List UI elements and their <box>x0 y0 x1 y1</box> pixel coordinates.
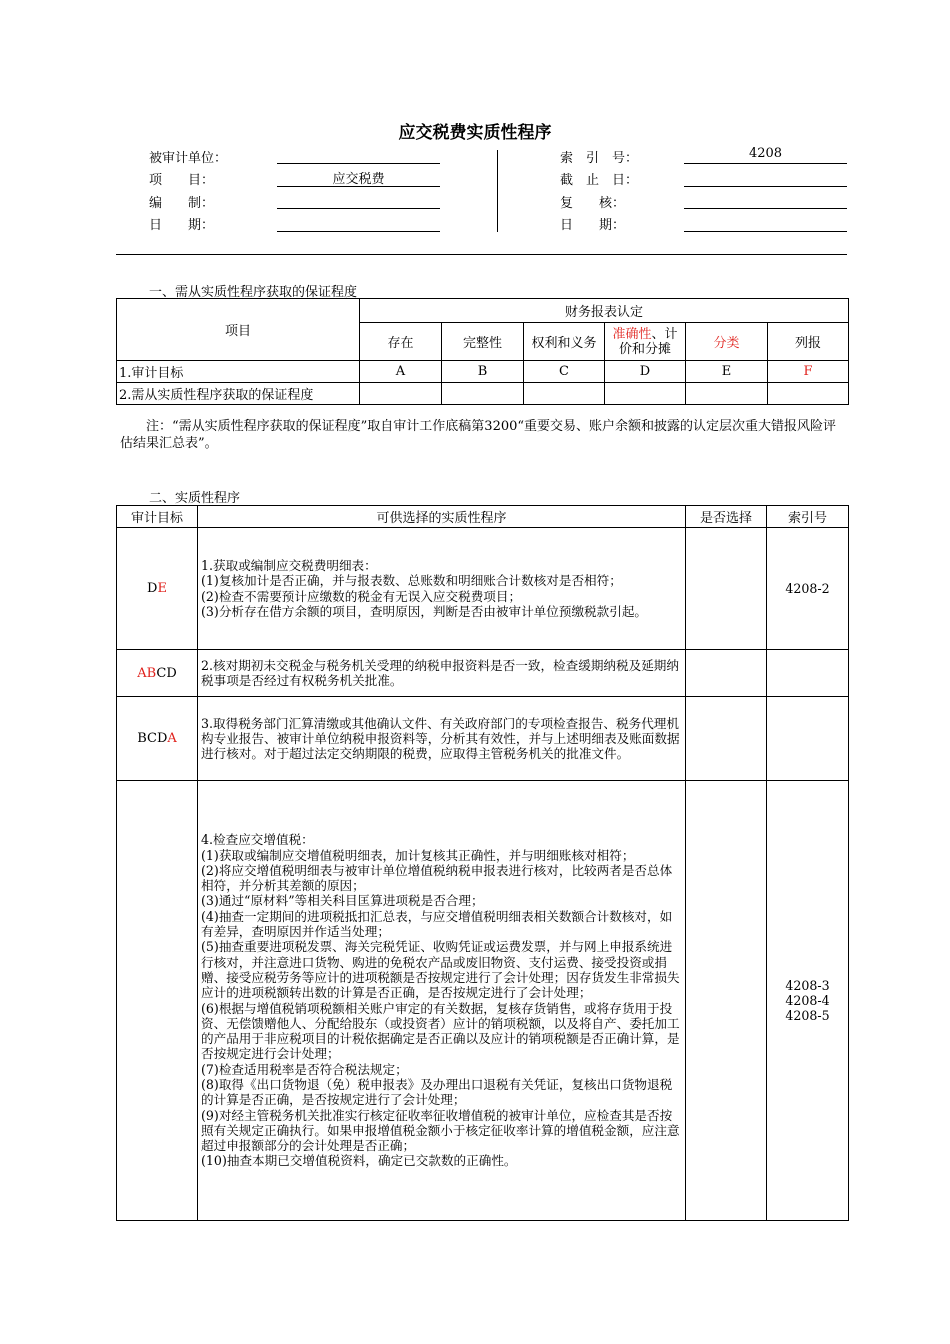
assertion-existence: 存在 <box>360 323 442 361</box>
header-rule <box>116 254 847 255</box>
header-label-index: 索 引 号： <box>560 151 639 166</box>
procedure-line: (7)检查适用税率是否符合税法规定； <box>201 1061 408 1077</box>
procedure-line: 4.检查应交增值税： <box>201 832 314 848</box>
audit-target-cell <box>117 650 198 697</box>
procedure-line: (1)复核加计是否正确，并与报表数、总账数和明细账合计数核对是否相符； <box>201 573 622 589</box>
index-ref: 4208-5 <box>785 1008 830 1023</box>
procedure-cell <box>198 697 686 781</box>
assertion-table-item-header: 项目 <box>117 299 360 361</box>
assurance-cell[interactable] <box>768 383 849 405</box>
row-label: 2.需从实质性程序获取的保证程度 <box>117 383 360 405</box>
target-cell: A <box>360 361 442 383</box>
index-cell <box>767 697 849 781</box>
assurance-cell[interactable] <box>360 383 442 405</box>
table-row <box>117 383 849 405</box>
header-label-date-right: 日 期： <box>560 218 626 233</box>
target-part: A <box>167 731 177 746</box>
procedure-line: (2)将应交增值税明细表与被审计单位增值税纳税申报表进行核对，比较两者是否总体相符，并分析其差额的原因； <box>201 862 673 894</box>
index-cell <box>767 528 849 650</box>
index-ref: 4208-3 <box>785 978 830 993</box>
procedure-line: (3)通过“原材料”等相关科目匡算进项税是否合理； <box>201 893 484 909</box>
target-cell: D <box>605 361 686 383</box>
procedure-line: (5)抽查重要进项税发票、海关完税凭证、收购凭证或运费发票，并与网上申报系统进行核对，并注意进口货物、购进的免税农产品或废旧物资、支付运费、接受投资或捐赠、接受应税劳务等应计的进项税额是否按规定进行了会计处理；因存货发生非常损失应计的进项税额转出数的计算是否正确，是否按规定进行了会计处理； <box>201 939 680 1001</box>
header-label-item: 项 目： <box>149 173 215 188</box>
assurance-cell[interactable] <box>524 383 605 405</box>
procedure-line: (4)抽查一定期间的进项税抵扣汇总表，与应交增值税明细表相关数额合计数核对，如有差异，查明原因并作适当处理； <box>201 908 673 940</box>
procedure-line: 1.获取或编制应交税费明细表： <box>201 557 377 573</box>
selected-cell[interactable] <box>686 528 767 650</box>
index-cell <box>767 781 849 1221</box>
table-row <box>117 697 849 781</box>
procedure-line: (2)检查不需要预计应缴数的税金有无误入应交税费项目； <box>201 588 522 604</box>
procedure-table <box>116 505 849 1221</box>
row-label: 1.审计目标 <box>117 361 360 383</box>
assurance-cell[interactable] <box>442 383 524 405</box>
col-header-target: 审计目标 <box>117 506 198 528</box>
selected-cell[interactable] <box>686 781 767 1221</box>
page-title: 应交税费实质性程序 <box>398 123 552 143</box>
header-label-cutoff: 截 止 日： <box>560 173 639 188</box>
header-label-date-left: 日 期： <box>149 218 215 233</box>
assertion-group-header: 财务报表认定 <box>360 299 849 323</box>
header-value-item: 应交税费 <box>332 172 385 187</box>
assurance-cell[interactable] <box>686 383 768 405</box>
header-label-reviewer: 复 核： <box>560 196 626 211</box>
audit-target-cell <box>117 697 198 781</box>
index-ref: 4208-4 <box>785 993 830 1008</box>
section1-note: 注：“需从实质性程序获取的保证程度”取自审计工作底稿第3200“重要交易、账户余额和披露的认定层次重大错报风险评估结果汇总表”。 <box>120 419 837 451</box>
procedure-line: 2.核对期初未交税金与税务机关受理的纳税申报资料是否一致，检查缓期纳税及延期纳税事项是否经过有权税务机关批准。 <box>201 657 679 688</box>
assertion-valuation: 、计价和分摊 <box>618 326 678 357</box>
procedure-line: (9)对经主管税务机关批准实行核定征收率征收增值税的被审计单位，应检查其是否按照有关规定正确执行。如果申报增值税金额小于核定征收率计算的增值税金额，应注意超过申报额部分的会计处理是否正确； <box>201 1107 680 1154</box>
assertion-accuracy <box>605 323 686 361</box>
table-row <box>117 361 849 383</box>
assertion-classification: 分类 <box>686 323 768 361</box>
table-row <box>117 650 849 697</box>
target-part: BCD <box>137 731 168 746</box>
procedure-line: (3)分析存在借方余额的项目，查明原因，判断是否由被审计单位预缴税款引起。 <box>201 603 648 619</box>
header-divider <box>497 150 498 232</box>
procedure-cell <box>198 781 686 1221</box>
target-cell: B <box>442 361 524 383</box>
procedure-line: (8)取得《出口货物退（免）税申报表》及办理出口退税有关凭证，复核出口货物退税的计算是否正确，是否按规定进行了会计处理； <box>201 1076 673 1108</box>
col-header-index: 索引号 <box>767 506 849 528</box>
index-ref: 4208-2 <box>785 581 830 596</box>
selected-cell[interactable] <box>686 697 767 781</box>
header-label-entity: 被审计单位： <box>149 151 228 166</box>
header-label-preparer: 编 制： <box>149 196 215 211</box>
assertion-presentation: 列报 <box>768 323 849 361</box>
procedure-line: (6)根据与增值税销项税额相关账户审定的有关数据，复核存货销售，或将存货用于投资、无偿馈赠他人、分配给股东（或投资者）应计的销项税额，以及将自产、委托加工的产品用于非应税项目的计税依据确定是否正确以及应计的销项税额是否正确计算，是否按规定进行会计处理； <box>201 1000 680 1062</box>
procedure-cell <box>198 650 686 697</box>
header-value-index: 4208 <box>748 146 783 161</box>
table-row <box>117 781 849 1221</box>
assertion-rights: 权利和义务 <box>524 323 605 361</box>
target-part: D <box>147 581 158 596</box>
section1-heading: 一、需从实质性程序获取的保证程度 <box>149 285 358 300</box>
index-cell <box>767 650 849 697</box>
target-cell: F <box>768 361 849 383</box>
assurance-cell[interactable] <box>605 383 686 405</box>
audit-target-cell <box>117 528 198 650</box>
col-header-selected: 是否选择 <box>686 506 767 528</box>
assertion-table <box>116 298 849 405</box>
audit-target-cell <box>117 781 198 1221</box>
target-part: CD <box>156 665 177 681</box>
table-row <box>117 528 849 650</box>
col-header-procedure: 可供选择的实质性程序 <box>198 506 686 528</box>
assertion-accuracy-red: 准确性 <box>612 326 652 342</box>
selected-cell[interactable] <box>686 650 767 697</box>
procedure-line: (1)获取或编制应交增值税明细表，加计复核其正确性，并与明细账核对相符； <box>201 847 635 863</box>
assertion-completeness: 完整性 <box>442 323 524 361</box>
target-cell: E <box>686 361 768 383</box>
procedure-cell <box>198 528 686 650</box>
target-part: AB <box>137 665 157 681</box>
procedure-line: (10)抽查本期已交增值税资料，确定已交款数的正确性。 <box>201 1153 517 1169</box>
procedure-line: 3.取得税务部门汇算清缴或其他确认文件、有关政府部门的专项检查报告、税务代理机构专业报告、被审计单位纳税申报资料等，分析其有效性，并与上述明细表及账面数据进行核对。对于超过法定交纳期限的税费，应取得主管税务机关的批准文件。 <box>201 715 680 762</box>
target-cell: C <box>524 361 605 383</box>
target-part: E <box>157 581 167 596</box>
section2-heading: 二、实质性程序 <box>149 491 241 506</box>
